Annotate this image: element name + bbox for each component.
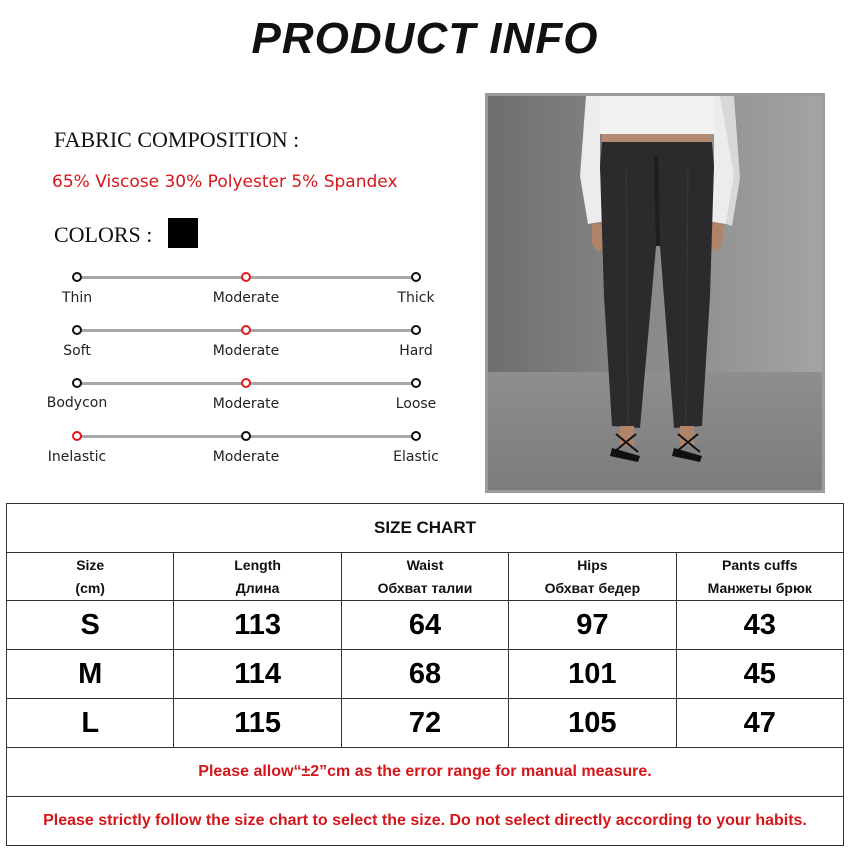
thickness-scale [0,276,480,322]
header-hips [509,553,676,601]
size-chart-header-row [7,553,844,601]
header-waist-line1: Waist [406,556,444,573]
table-row [7,699,844,748]
scale-label-thin: Thin [61,290,93,306]
cell-hips: 97 [509,601,676,650]
scale-label-moderate: Moderate [212,449,280,465]
header-length-line2: Длина [235,579,280,596]
cell-size: L [7,699,174,748]
scale-point-soft [72,325,82,335]
header-length [174,553,341,601]
size-advice-note: Please strictly follow the size chart to select the size. Do not select directly according to your habits. [7,797,844,846]
scale-label-hard: Hard [399,343,433,359]
scale-label-moderate: Moderate [212,396,280,412]
header-size-line1: Size [76,556,105,573]
tolerance-note: Please allow“±2”cm as the error range for manual measure. [7,748,844,797]
color-swatch-black[interactable] [168,218,198,248]
header-pants-cuffs [676,553,843,601]
header-pants-cuffs-line1: Pants cuffs [722,556,798,573]
scale-point-inelastic [72,431,82,441]
scale-label-moderate: Moderate [212,290,280,306]
elasticity-scale [0,435,480,481]
size-chart-title: SIZE CHART [7,504,844,553]
header-size [7,553,174,601]
header-waist-line2: Обхват талии [377,579,473,596]
scale-point-moderate [241,272,251,282]
scale-point-thick [411,272,421,282]
cell-waist: 72 [341,699,508,748]
cell-pants-cuffs: 45 [676,650,843,699]
scale-label-elastic: Elastic [393,449,439,465]
table-row [7,650,844,699]
cell-pants-cuffs: 43 [676,601,843,650]
cell-waist: 68 [341,650,508,699]
scale-point-hard [411,325,421,335]
scale-label-moderate: Moderate [212,343,280,359]
header-hips-line1: Hips [577,556,608,573]
scale-label-bodycon: Bodycon [46,395,108,411]
softness-scale [0,329,480,375]
scale-label-inelastic: Inelastic [47,449,107,465]
cell-length: 114 [174,650,341,699]
header-hips-line2: Обхват бедер [544,579,641,596]
scale-point-thin [72,272,82,282]
cell-hips: 105 [509,699,676,748]
header-waist [341,553,508,601]
header-length-line1: Length [234,556,281,573]
scale-label-loose: Loose [395,396,437,412]
page-title: PRODUCT INFO [251,14,599,63]
scale-point-moderate [241,378,251,388]
fit-scale [0,382,480,428]
cell-size: S [7,601,174,650]
colors-heading: COLORS : [54,222,153,247]
fabric-composition-value: 65% Viscose 30% Polyester 5% Spandex [52,172,398,192]
scale-point-loose [411,378,421,388]
scale-label-thick: Thick [397,290,435,306]
cell-hips: 101 [509,650,676,699]
product-photo-illustration [488,96,822,490]
scale-point-elastic [411,431,421,441]
cell-pants-cuffs: 47 [676,699,843,748]
size-chart-table [6,503,844,846]
product-photo [485,93,825,493]
scale-point-moderate [241,325,251,335]
cell-length: 113 [174,601,341,650]
header-pants-cuffs-line2: Манжеты брюк [707,579,812,596]
cell-length: 115 [174,699,341,748]
scale-point-bodycon [72,378,82,388]
table-row [7,601,844,650]
header-size-line2: (cm) [75,579,105,596]
cell-size: M [7,650,174,699]
cell-waist: 64 [341,601,508,650]
scale-point-moderate [241,431,251,441]
fabric-composition-heading: FABRIC COMPOSITION : [54,127,300,152]
scale-label-soft: Soft [63,343,91,359]
